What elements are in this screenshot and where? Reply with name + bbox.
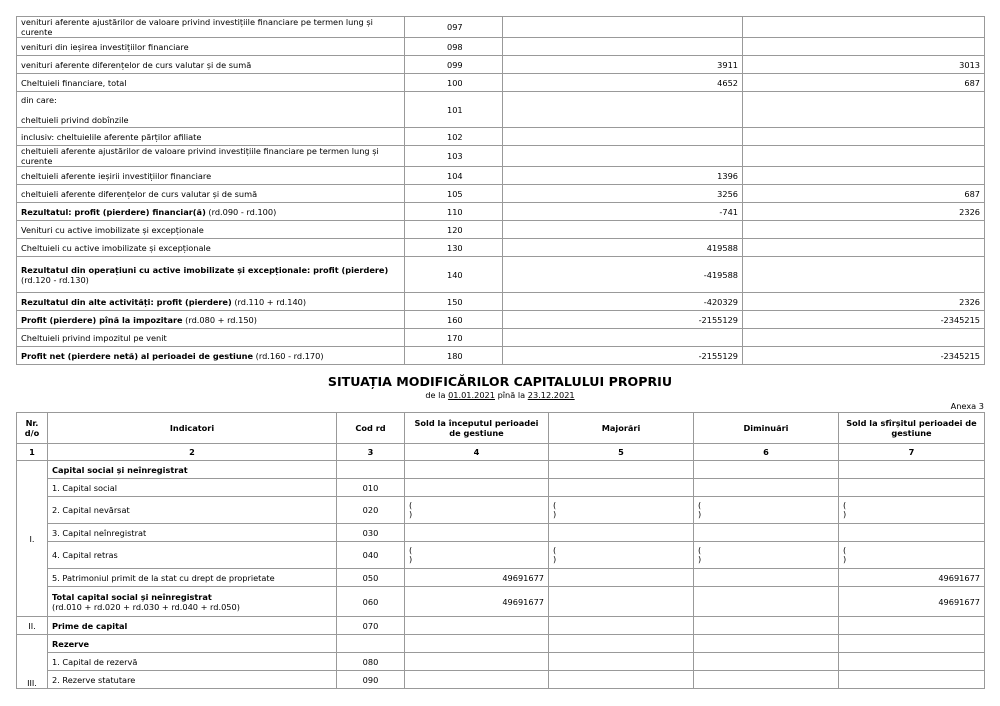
row-code: 105 <box>405 185 503 203</box>
header-code: Cod rd <box>337 413 405 444</box>
row-code: 090 <box>337 671 405 689</box>
financial-results-table <box>16 16 985 365</box>
row-code: 130 <box>405 239 503 257</box>
paren-cell: ( ) <box>549 542 694 569</box>
row-label: cheltuieli aferente ajustărilor de valoare privind investițiile financiare pe termen lung și curente <box>17 146 405 167</box>
table-row <box>17 128 985 146</box>
value-current <box>743 17 985 38</box>
row-code: 020 <box>337 497 405 524</box>
row-code: 140 <box>405 257 503 293</box>
value-current: 687 <box>743 185 985 203</box>
paren-cell: ( ) <box>694 497 839 524</box>
header-nr: Nr. d/o <box>17 413 48 444</box>
row-label: 3. Capital neînregistrat <box>48 524 337 542</box>
value-previous <box>503 329 743 347</box>
table-row <box>17 185 985 203</box>
value-current: 2326 <box>743 293 985 311</box>
value-current <box>743 92 985 128</box>
section-heading: Prime de capital <box>48 617 337 635</box>
row-label: din care: cheltuieli privind dobînzile <box>17 92 405 128</box>
row-label: cheltuieli aferente diferențelor de curs valutar și de sumă <box>17 185 405 203</box>
value-previous: -419588 <box>503 257 743 293</box>
row-label: 1. Capital de rezervă <box>48 653 337 671</box>
table-row <box>17 17 985 38</box>
row-label: Profit (pierdere) pînă la impozitare (rd.080 + rd.150) <box>17 311 405 329</box>
col-number: 6 <box>694 444 839 461</box>
value-current: 2326 <box>743 203 985 221</box>
paren-cell: ( ) <box>839 497 985 524</box>
table-row <box>17 167 985 185</box>
row-code: 120 <box>405 221 503 239</box>
paren-cell: ( ) <box>694 542 839 569</box>
value-current: -2345215 <box>743 311 985 329</box>
table-row <box>17 293 985 311</box>
section-heading: Rezerve <box>48 635 337 653</box>
row-code: 102 <box>405 128 503 146</box>
value-previous <box>503 17 743 38</box>
start-balance: 49691677 <box>405 569 549 587</box>
section-title: SITUAȚIA MODIFICĂRILOR CAPITALULUI PROPRIU <box>327 374 673 389</box>
total-label: Total capital social și neînregistrat (rd.010 + rd.020 + rd.030 + rd.040 + rd.050) <box>48 587 337 617</box>
row-label: venituri din ieșirea investițiilor financiare <box>17 38 405 56</box>
value-previous: -2155129 <box>503 311 743 329</box>
paren-cell: ( ) <box>839 542 985 569</box>
value-current <box>743 128 985 146</box>
table-row <box>17 92 985 128</box>
row-label: Cheltuieli privind impozitul pe venit <box>17 329 405 347</box>
row-code: 098 <box>405 38 503 56</box>
row-code: 040 <box>337 542 405 569</box>
value-current: 687 <box>743 74 985 92</box>
row-label: Venituri cu active imobilizate și excepționale <box>17 221 405 239</box>
end-balance: 49691677 <box>839 587 985 617</box>
start-balance: 49691677 <box>405 587 549 617</box>
row-code: 050 <box>337 569 405 587</box>
col-number: 2 <box>48 444 337 461</box>
row-label: Cheltuieli financiare, total <box>17 74 405 92</box>
end-balance: 49691677 <box>839 569 985 587</box>
row-label: Rezultatul din operațiuni cu active imobilizate și excepționale: profit (pierdere) (rd.120 - rd.130) <box>17 257 405 293</box>
row-code: 170 <box>405 329 503 347</box>
row-label: 1. Capital social <box>48 479 337 497</box>
row-code: 110 <box>405 203 503 221</box>
row-code: 030 <box>337 524 405 542</box>
section-number: I. <box>17 461 48 617</box>
row-label: venituri aferente ajustărilor de valoare privind investițiile financiare pe termen lung și curente <box>17 17 405 38</box>
value-previous <box>503 92 743 128</box>
value-current <box>743 329 985 347</box>
paren-cell: ( ) <box>549 497 694 524</box>
value-current: 3013 <box>743 56 985 74</box>
row-code: 097 <box>405 17 503 38</box>
date-from: 01.01.2021 <box>448 390 495 400</box>
value-previous: -420329 <box>503 293 743 311</box>
row-code: 101 <box>405 92 503 128</box>
row-code: 160 <box>405 311 503 329</box>
row-label: 2. Rezerve statutare <box>48 671 337 689</box>
paren-cell: ( ) <box>405 542 549 569</box>
table-row <box>17 257 985 293</box>
row-code: 099 <box>405 56 503 74</box>
section-number: II. <box>17 617 48 635</box>
header-start-balance: Sold la începutul perioadei de gestiune <box>405 413 549 444</box>
row-code: 080 <box>337 653 405 671</box>
row-label: Rezultatul: profit (pierdere) financiar(ă) (rd.090 - rd.100) <box>17 203 405 221</box>
col-number: 7 <box>839 444 985 461</box>
value-previous: 1396 <box>503 167 743 185</box>
row-code: 060 <box>337 587 405 617</box>
header-indicators: Indicatori <box>48 413 337 444</box>
table-row <box>17 329 985 347</box>
row-label: cheltuieli aferente ieșirii investițiilor financiare <box>17 167 405 185</box>
table-row <box>17 74 985 92</box>
table-row <box>17 239 985 257</box>
row-label: Cheltuieli cu active imobilizate și excepționale <box>17 239 405 257</box>
header-end-balance: Sold la sfîrșitul perioadei de gestiune <box>839 413 985 444</box>
header-decreases: Diminuări <box>694 413 839 444</box>
value-current <box>743 38 985 56</box>
table-row <box>17 311 985 329</box>
value-current <box>743 146 985 167</box>
row-label: 5. Patrimoniul primit de la stat cu drept de proprietate <box>48 569 337 587</box>
row-code: 070 <box>337 617 405 635</box>
table-row <box>17 203 985 221</box>
row-code: 150 <box>405 293 503 311</box>
value-previous <box>503 146 743 167</box>
col-number: 1 <box>17 444 48 461</box>
col-number: 3 <box>337 444 405 461</box>
annex-label: Anexa 3 <box>950 401 984 411</box>
value-previous <box>503 38 743 56</box>
table-row <box>17 221 985 239</box>
value-previous: 3911 <box>503 56 743 74</box>
value-current <box>743 167 985 185</box>
table-row <box>17 347 985 365</box>
row-label: Profit net (pierdere netă) al perioadei de gestiune (rd.160 - rd.170) <box>17 347 405 365</box>
value-current <box>743 221 985 239</box>
row-label: inclusiv: cheltuielile aferente părților afiliate <box>17 128 405 146</box>
row-label: 2. Capital nevărsat <box>48 497 337 524</box>
row-label: venituri aferente diferențelor de curs valutar și de sumă <box>17 56 405 74</box>
value-previous <box>503 221 743 239</box>
value-current <box>743 257 985 293</box>
value-previous: -2155129 <box>503 347 743 365</box>
value-previous <box>503 128 743 146</box>
table-row <box>17 38 985 56</box>
paren-cell: ( ) <box>405 497 549 524</box>
value-previous: -741 <box>503 203 743 221</box>
period-subtitle: de la 01.01.2021 pînă la 23.12.2021 <box>425 390 575 400</box>
col-number: 4 <box>405 444 549 461</box>
equity-changes-table <box>16 412 985 689</box>
section-heading: Capital social și neînregistrat <box>48 461 337 479</box>
col-number: 5 <box>549 444 694 461</box>
header-increases: Majorări <box>549 413 694 444</box>
row-code: 103 <box>405 146 503 167</box>
row-label: Rezultatul din alte activități: profit (pierdere) (rd.110 + rd.140) <box>17 293 405 311</box>
value-previous: 4652 <box>503 74 743 92</box>
table-row <box>17 56 985 74</box>
section-number: III. <box>17 635 48 689</box>
table-row <box>17 146 985 167</box>
row-code: 100 <box>405 74 503 92</box>
row-code: 104 <box>405 167 503 185</box>
date-to: 23.12.2021 <box>527 390 575 400</box>
row-code: 180 <box>405 347 503 365</box>
row-code: 010 <box>337 479 405 497</box>
value-current: -2345215 <box>743 347 985 365</box>
row-label: 4. Capital retras <box>48 542 337 569</box>
value-current <box>743 239 985 257</box>
value-previous: 3256 <box>503 185 743 203</box>
value-previous: 419588 <box>503 239 743 257</box>
